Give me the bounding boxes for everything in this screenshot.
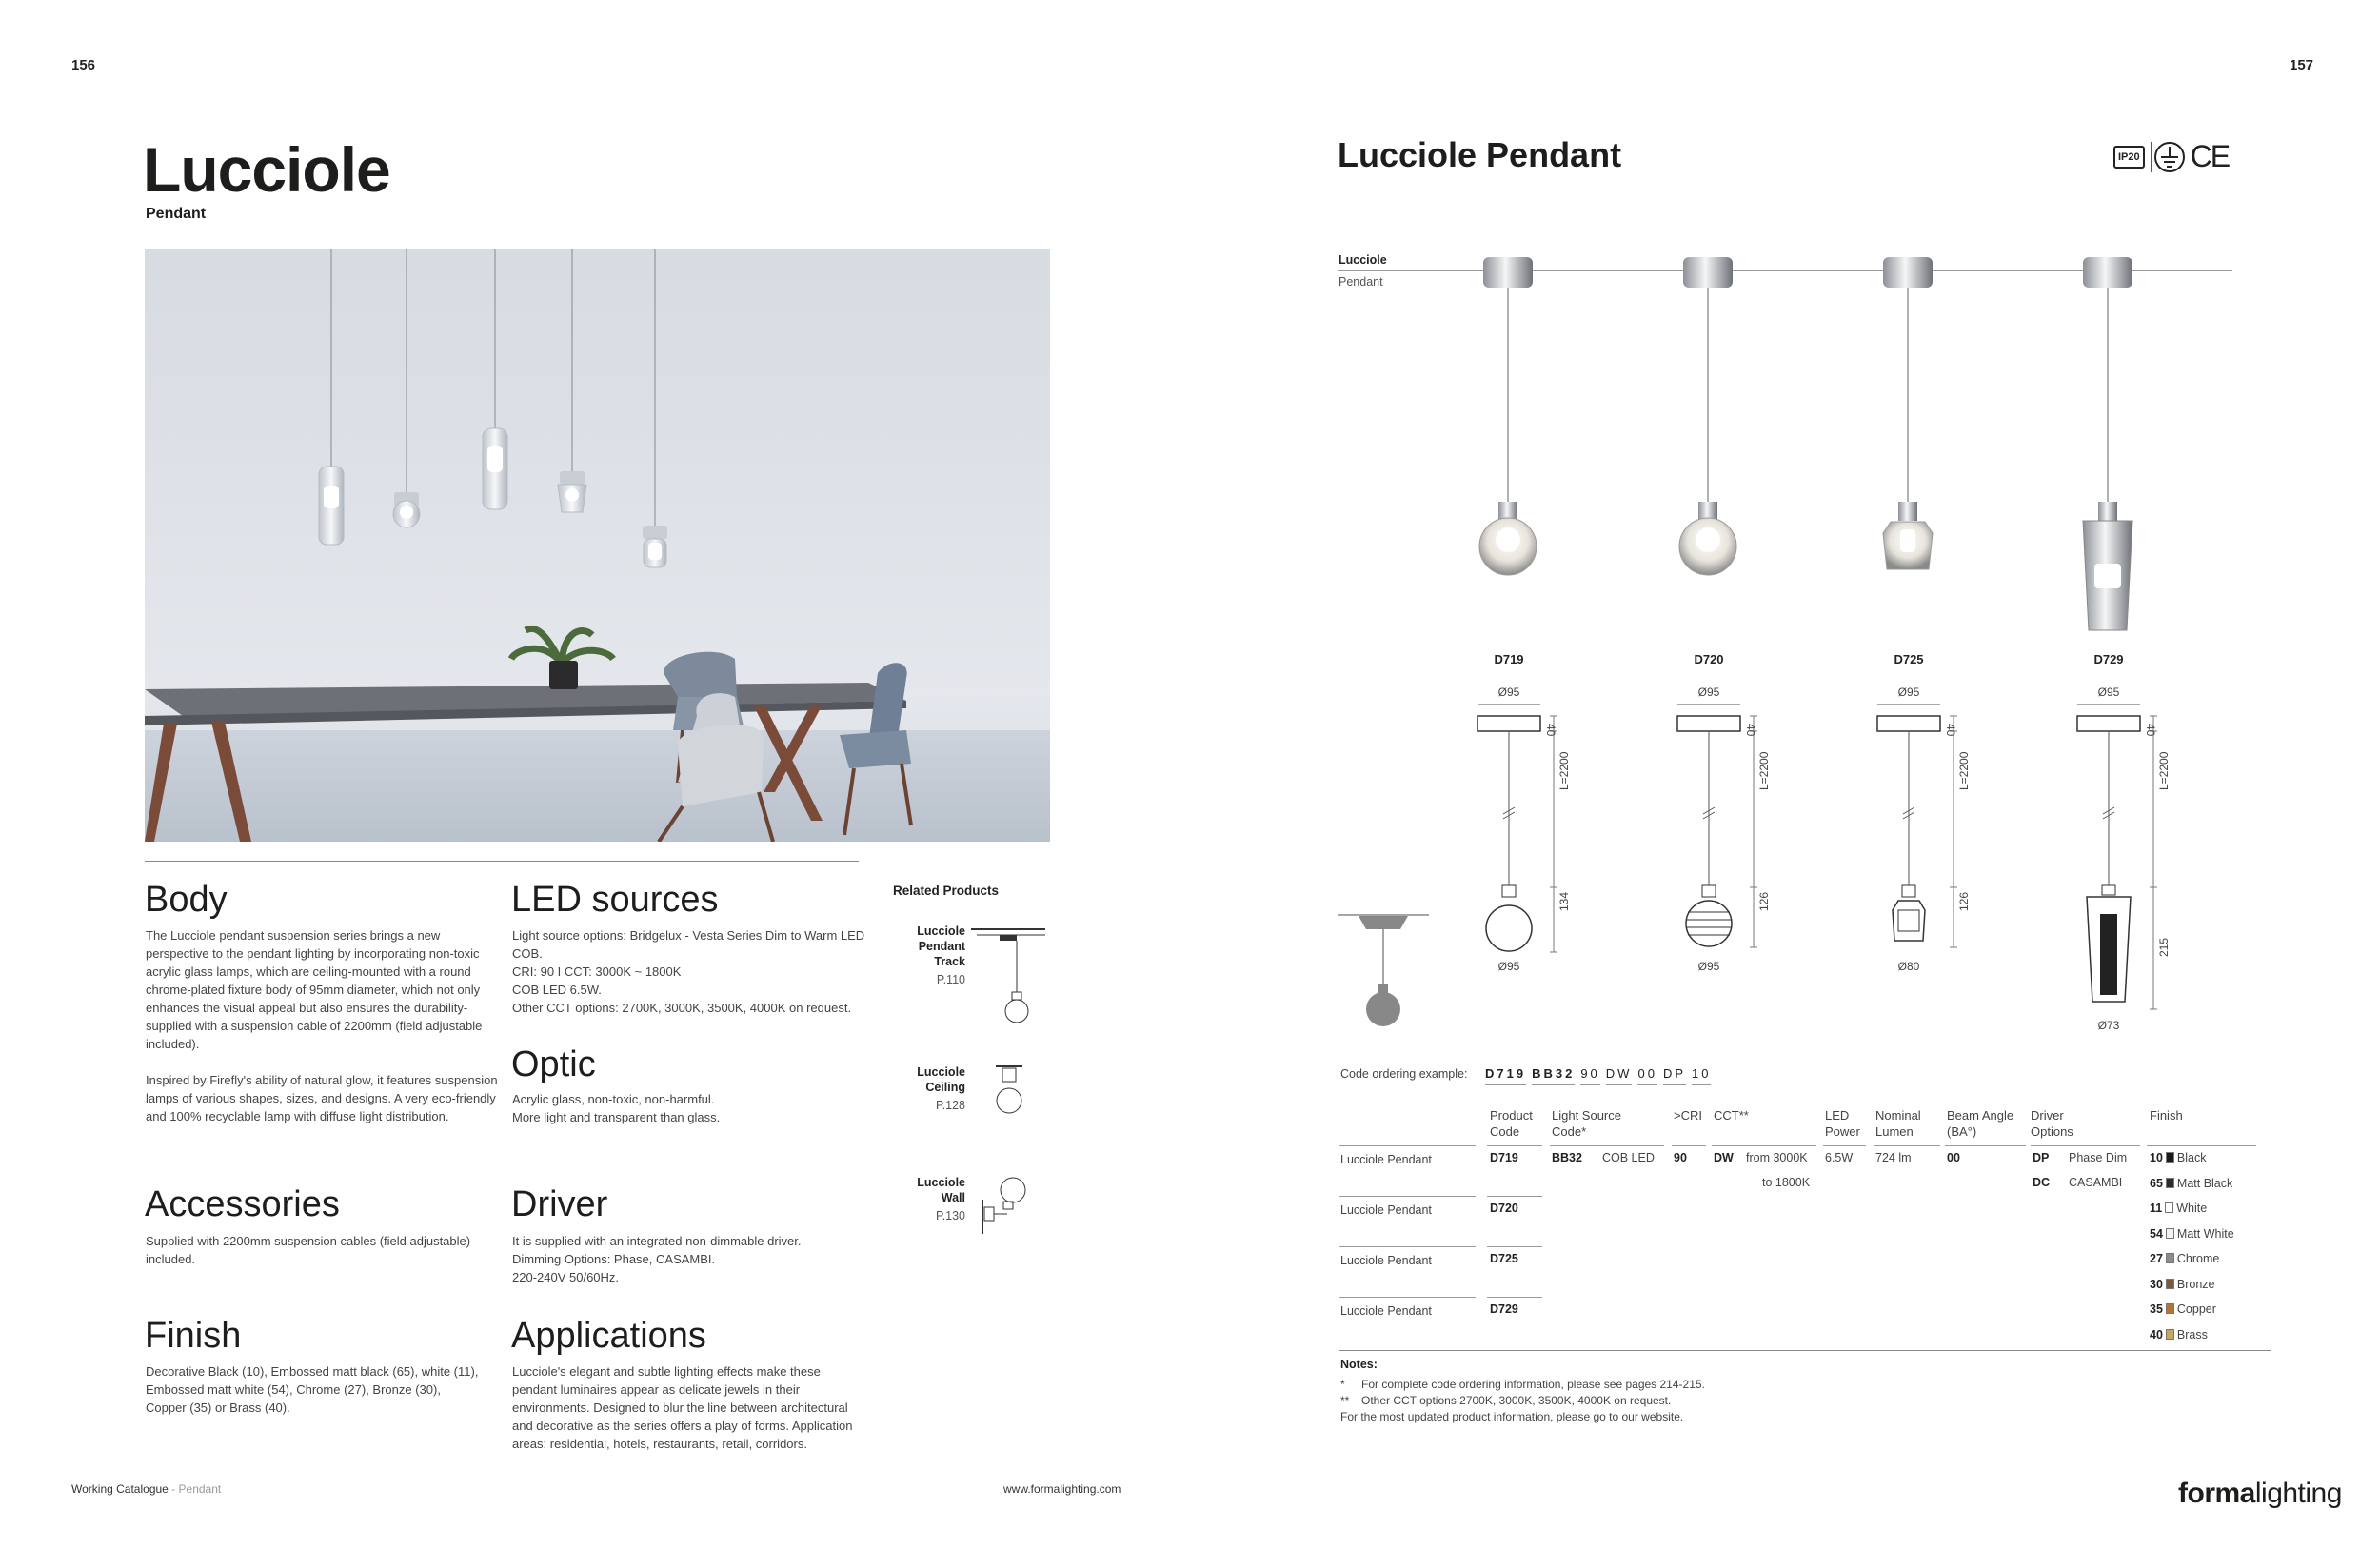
note-mark: *: [1340, 1378, 1345, 1391]
dim-bottom-diameter: Ø73: [2097, 1019, 2120, 1032]
cri-value: 90: [1674, 1151, 1687, 1164]
finish-swatch: [2166, 1178, 2174, 1188]
tech-drawing: [1676, 686, 1780, 1038]
body-text: [146, 926, 498, 1125]
col-header-light: Light Source Code*: [1552, 1108, 1621, 1139]
optic-line: Acrylic glass, non-toxic, non-harmful.: [512, 1092, 715, 1106]
body-heading: Body: [145, 880, 228, 920]
finish-swatch: [2166, 1303, 2174, 1314]
ce-mark: CE: [2190, 139, 2230, 173]
footer-catalogue-label: Working Catalogue: [71, 1482, 169, 1496]
table-row-code: D725: [1490, 1252, 1518, 1265]
model-code: D725: [1894, 652, 1924, 666]
finish-name: Brass: [2176, 1327, 2208, 1341]
body-paragraph-2: Inspired by Firefly's ability of natural glow, it features suspension lamps of various shapes, sizes, and designs. A very eco-friendly and 100% recyclable lamp with diffuse light distribution.: [146, 1073, 498, 1123]
header-rule: [1550, 1145, 1664, 1146]
dim-bottom-diameter: Ø95: [1697, 960, 1720, 973]
related-heading: Related Products: [893, 884, 1000, 898]
dim-diameter: Ø95: [2097, 686, 2120, 699]
cct-to: to 1800K: [1762, 1176, 1811, 1189]
logo-part-lighting: lighting: [2254, 1478, 2342, 1509]
finish-option: [2150, 1227, 2234, 1253]
table-row-name: Lucciole Pendant: [1340, 1203, 1432, 1217]
col-header-power: LED Power: [1825, 1108, 1860, 1139]
row-rule: [1487, 1297, 1542, 1298]
note-text: For complete code ordering information, please see pages 214-215.: [1361, 1378, 1705, 1391]
header-rule: [2031, 1145, 2140, 1146]
table-bottom-rule: [1339, 1350, 2271, 1351]
dim-length: L=2200: [1557, 751, 1571, 790]
driver-heading: Driver: [511, 1184, 608, 1224]
col-header-lumen: Nominal Lumen: [1875, 1108, 1921, 1139]
finish-swatch: [2165, 1202, 2173, 1213]
led-power-value: 6.5W: [1825, 1151, 1854, 1164]
header-rule: [1487, 1145, 1542, 1146]
footer-separator: -: [168, 1482, 179, 1496]
related-page: P.130: [935, 1209, 965, 1222]
related-name: Lucciole Wall: [917, 1176, 965, 1204]
ip-rating-badge: IP20: [2113, 146, 2145, 169]
optic-heading: Optic: [511, 1044, 596, 1084]
dim-height-body: 134: [1557, 891, 1571, 911]
finish-option: [2150, 1151, 2234, 1177]
code-group: 00: [1637, 1066, 1656, 1085]
logo-part-forma: forma: [2178, 1478, 2255, 1509]
header-rule: [1874, 1145, 1940, 1146]
dim-length: L=2200: [1957, 751, 1971, 790]
finish-option: [2150, 1202, 2234, 1227]
dim-height-top: 40: [1744, 724, 1757, 737]
finish-code: 35: [2150, 1302, 2163, 1316]
tech-drawing: [1875, 686, 1980, 1038]
row-label-type: Pendant: [1339, 275, 1383, 288]
code-group: D719: [1485, 1066, 1526, 1085]
led-line: CRI: 90 I CCT: 3000K ~ 1800K: [512, 964, 682, 979]
finish-code: 40: [2150, 1327, 2163, 1341]
finish-swatch: [2166, 1329, 2174, 1340]
related-page: P.128: [935, 1099, 965, 1112]
dim-height-top: 40: [2144, 724, 2157, 737]
product-title: Lucciole Pendant: [1338, 135, 1622, 174]
accessories-heading: Accessories: [145, 1184, 340, 1224]
row-rule: [1487, 1246, 1542, 1247]
driver-name: Phase Dim: [2069, 1151, 2128, 1164]
tech-drawing: [1476, 686, 1580, 1038]
code-group: 90: [1580, 1066, 1599, 1085]
model-code: D720: [1694, 652, 1724, 666]
dim-bottom-diameter: Ø80: [1897, 960, 1920, 973]
related-name: Lucciole Ceiling: [917, 1065, 965, 1094]
led-text: [512, 926, 866, 1017]
row-rule: [1339, 1297, 1476, 1298]
finish-option: [2150, 1278, 2234, 1303]
notes: [1340, 1357, 1705, 1425]
finish-name: Chrome: [2176, 1252, 2220, 1265]
page-number-left: 156: [71, 57, 96, 73]
finish-heading: Finish: [145, 1316, 242, 1356]
product-photos: [1466, 249, 2228, 640]
page-subtitle: Pendant: [146, 206, 207, 222]
note-text: Other CCT options 2700K, 3000K, 3500K, 4000K on request.: [1361, 1394, 1672, 1407]
finish-option: [2150, 1177, 2234, 1202]
dim-height-top: 40: [1544, 724, 1557, 737]
optic-text: [512, 1090, 855, 1126]
related-item[interactable]: [895, 1064, 971, 1112]
page-number-right: 157: [2290, 57, 2314, 73]
driver-code: DP: [2033, 1151, 2050, 1164]
finish-swatch: [2166, 1253, 2174, 1263]
row-rule: [1487, 1196, 1542, 1197]
dim-bottom-diameter: Ø95: [1497, 960, 1520, 973]
footer-category: Pendant: [178, 1482, 222, 1496]
earth-ground-icon: [2149, 140, 2187, 174]
header-rule: [1945, 1145, 2026, 1146]
finish-code: 10: [2150, 1151, 2163, 1164]
related-item[interactable]: [895, 1175, 971, 1222]
finish-name: Copper: [2176, 1302, 2216, 1316]
header-rule: [1712, 1145, 1816, 1146]
finish-code: 30: [2150, 1277, 2163, 1291]
finish-code: 65: [2150, 1176, 2163, 1190]
lumen-value: 724 lm: [1875, 1151, 1912, 1164]
driver-line: Dimming Options: Phase, CASAMBI.: [512, 1252, 716, 1266]
col-header-driver: Driver Options: [2031, 1108, 2073, 1139]
code-group: DW: [1606, 1066, 1633, 1085]
finish-option: [2150, 1302, 2234, 1328]
certifications: [2113, 139, 2229, 174]
col-header-finish: Finish: [2150, 1108, 2183, 1123]
header-rule: [1672, 1145, 1706, 1146]
applications-text: Lucciole's elegant and subtle lighting effects make these pendant luminaires appear as delicate jewels in their environments. Designed to blur the line between architectural and decorative as the series offers a play of forms. Application areas: residential, hotels, restaurants, retail, corridors.: [512, 1364, 853, 1451]
col-header-product: Product Code: [1490, 1108, 1533, 1139]
brand-logo: [2178, 1478, 2342, 1510]
finish-name: Black: [2176, 1151, 2207, 1164]
hero-photo: [145, 249, 1050, 842]
beam-angle-value: 00: [1947, 1151, 1960, 1164]
note-mark: **: [1340, 1394, 1350, 1407]
finish-name: Matt Black: [2176, 1176, 2233, 1190]
finish-text: Decorative Black (10), Embossed matt black (65), white (11), Embossed matt white (54), Chrome (27), Bronze (30), Copper (35) or Brass (40).: [146, 1364, 479, 1415]
page-title: Lucciole: [143, 134, 390, 205]
related-item[interactable]: [895, 924, 971, 986]
code-group: BB32: [1532, 1066, 1575, 1085]
col-header-cri: >CRI: [1674, 1108, 1702, 1123]
row-label-name: Lucciole: [1339, 253, 1387, 267]
light-source-code: BB32: [1552, 1151, 1582, 1164]
finish-code: 27: [2150, 1252, 2163, 1265]
col-header-beam: Beam Angle (BA°): [1947, 1108, 2014, 1139]
note-line: [1340, 1393, 1705, 1409]
tech-drawing: [2075, 686, 2180, 1038]
header-rule: [1823, 1145, 1866, 1146]
finish-swatch: [2166, 1279, 2174, 1289]
finish-name: White: [2176, 1202, 2208, 1215]
dim-diameter: Ø95: [1897, 686, 1920, 699]
table-row-name: Lucciole Pendant: [1340, 1304, 1432, 1318]
driver-name: CASAMBI: [2069, 1176, 2123, 1189]
body-paragraph-1: The Lucciole pendant suspension series brings a new perspective to the pendant lighting by incorporating non-toxic acrylic glass lamps, which are ceiling-mounted with a round chrome-plated fixture body of 95mm diameter, which not only enhances the visual appeal but also ensures the durability-supplied with a suspension cable of 2200mm (field adjustable included).: [146, 928, 483, 1051]
finish-name: Matt White: [2176, 1226, 2234, 1241]
driver-line: It is supplied with an integrated non-dimmable driver.: [512, 1234, 802, 1248]
finish-code: 11: [2150, 1202, 2163, 1215]
note-line: [1340, 1377, 1705, 1393]
dim-height-body: 215: [2157, 937, 2171, 957]
code-group: DP: [1663, 1066, 1686, 1085]
finish-option: [2150, 1252, 2234, 1278]
finish-list: [2150, 1151, 2234, 1353]
wall-lamp-icon: [979, 1177, 1032, 1236]
finish-code: 54: [2150, 1226, 2163, 1241]
led-heading: LED sources: [511, 880, 719, 920]
applications-heading: Applications: [511, 1316, 706, 1356]
section-divider: [145, 861, 859, 862]
cct-from: from 3000K: [1746, 1151, 1808, 1164]
header-rule: [2147, 1145, 2256, 1146]
note-text: For the most updated product information, please go to our website.: [1340, 1410, 1684, 1423]
table-row-code: D719: [1490, 1151, 1518, 1164]
table-row-code: D720: [1490, 1202, 1518, 1215]
dim-diameter: Ø95: [1497, 686, 1520, 699]
driver-line: 220-240V 50/60Hz.: [512, 1270, 620, 1284]
led-line: COB LED 6.5W.: [512, 983, 602, 997]
driver-code: DC: [2033, 1176, 2051, 1189]
cct-code: DW: [1714, 1151, 1734, 1164]
led-line: Light source options: Bridgelux - Vesta Series Dim to Warm LED COB.: [512, 928, 865, 961]
row-rule: [1339, 1246, 1476, 1247]
model-code: D719: [1494, 652, 1524, 666]
notes-heading: Notes:: [1340, 1358, 1378, 1371]
accessories-text: Supplied with 2200mm suspension cables (field adjustable) included.: [146, 1234, 471, 1266]
col-header-cct: CCT**: [1714, 1108, 1749, 1123]
footer-catalogue: [71, 1482, 221, 1496]
related-page: P.110: [936, 973, 965, 986]
table-row-name: Lucciole Pendant: [1340, 1254, 1432, 1267]
finish-name: Bronze: [2176, 1277, 2215, 1291]
code-group: 10: [1692, 1066, 1711, 1085]
optic-line: More light and transparent than glass.: [512, 1110, 721, 1124]
pendant-track-icon: [971, 920, 1047, 1030]
footer-website[interactable]: www.formalighting.com: [1003, 1482, 1121, 1496]
model-code: D729: [2093, 652, 2124, 666]
dim-height-body: 126: [1757, 891, 1771, 911]
pendant-silhouette-icon: [1338, 912, 1433, 1036]
ordering-label: Code ordering example:: [1340, 1067, 1468, 1081]
related-name: Lucciole Pendant Track: [917, 924, 965, 968]
light-source-type: COB LED: [1602, 1151, 1655, 1164]
dim-length: L=2200: [1757, 751, 1771, 790]
table-row-code: D729: [1490, 1302, 1518, 1316]
dim-diameter: Ø95: [1697, 686, 1720, 699]
note-line: [1340, 1409, 1705, 1425]
dim-height-body: 126: [1957, 891, 1971, 911]
led-line: Other CCT options: 2700K, 3000K, 3500K, 4000K on request.: [512, 1001, 852, 1015]
ordering-code-example: [1485, 1066, 1711, 1085]
row-rule: [1339, 1196, 1476, 1197]
finish-swatch: [2166, 1152, 2174, 1162]
dim-height-top: 40: [1944, 724, 1957, 737]
table-row-name: Lucciole Pendant: [1340, 1153, 1432, 1166]
dim-length: L=2200: [2157, 751, 2171, 790]
finish-swatch: [2166, 1228, 2174, 1239]
ceiling-lamp-icon: [990, 1064, 1028, 1118]
header-rule: [1339, 1145, 1476, 1146]
driver-text: [512, 1232, 855, 1286]
